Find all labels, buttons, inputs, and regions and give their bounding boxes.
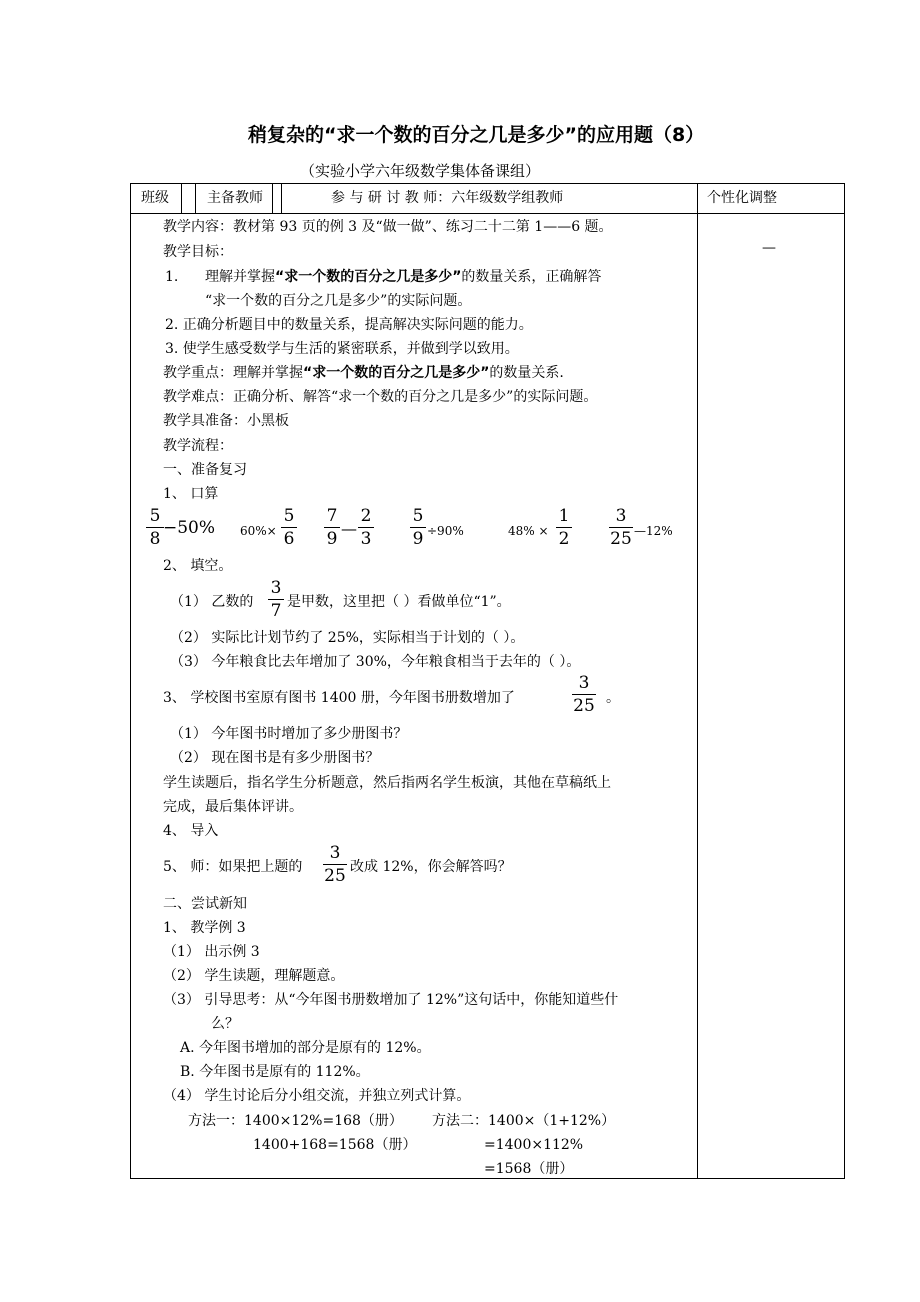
header-participants: 参 与 研 讨 教 师：六年级数学组教师 <box>331 190 564 206</box>
fill-q2: （2） 实际比计划节约了 25%，实际相当于计划的（ ）。 <box>170 630 525 646</box>
method-2c: =1568（册） <box>484 1161 574 1177</box>
method-1b: 1400+168=1568（册） <box>253 1137 417 1153</box>
fraction: 3 25 <box>573 673 595 716</box>
goal-1-bold: “求一个数的百分之几是多少” <box>275 269 462 285</box>
section-1-5b: 改成 12%，你会解答吗？ <box>350 859 512 875</box>
method-2: 方法二：1400×（1+12%） <box>432 1113 616 1129</box>
fill-q1-a: （1） 乙数的 <box>170 594 254 610</box>
adjustment-note: — <box>762 240 776 256</box>
fraction: 7 9 <box>324 506 340 549</box>
calc-op: ÷90% <box>427 524 464 538</box>
fraction: 5 6 <box>281 506 297 549</box>
problem-2: （2） 现在图书是有多少册图书？ <box>170 750 380 766</box>
example-3b: 么？ <box>211 1016 239 1032</box>
fill-q1-b: 是甲数，这里把（ ）看做单位“1”。 <box>287 594 511 610</box>
section-1-5a: 5、 师：如果把上题的 <box>163 859 303 875</box>
section-1-3: 3、 学校图书室原有图书 1400 册，今年图书册数增加了 <box>163 690 515 706</box>
key-text: 教学重点：理解并掌握 <box>163 365 303 381</box>
read-line-1: 学生读题后，指名学生分析题意，然后指两名学生板演，其他在草稿纸上 <box>163 775 611 791</box>
fraction: 2 3 <box>358 506 374 549</box>
key-text: 的数量关系. <box>489 365 564 381</box>
goal-1 <box>205 268 601 286</box>
calc-op: 48% × <box>508 524 549 538</box>
divider <box>697 184 698 213</box>
fraction: 3 25 <box>324 843 346 886</box>
header-lead-teacher: 主备教师 <box>207 190 263 206</box>
divider <box>195 184 196 213</box>
fraction: 3 7 <box>268 578 284 621</box>
divider <box>181 184 182 213</box>
example-b: B. 今年图书是原有的 112%。 <box>180 1064 370 1080</box>
adjustment-column <box>697 213 845 1178</box>
calc-op: —12% <box>634 524 673 538</box>
fraction: 1 2 <box>556 506 572 549</box>
page-title: 稍复杂的“求一个数的百分之几是多少”的应用题（8） <box>248 124 705 146</box>
goal-number: 1. <box>165 269 179 285</box>
fraction: 3 25 <box>610 506 632 549</box>
tools: 教学具准备：小黑板 <box>163 413 289 429</box>
goal-1-text: 的数量关系，正确解答 <box>461 269 602 285</box>
content-line: 教学目标： <box>163 244 233 260</box>
section-2-1: 1、 教学例 3 <box>163 920 246 936</box>
example-2: （2） 学生读题，理解题意。 <box>163 968 345 984</box>
divider <box>272 184 273 213</box>
fraction: 5 8 <box>146 506 164 549</box>
section-1-3-end: 。 <box>606 690 620 706</box>
calc-op: 60%× <box>240 524 277 538</box>
method-1: 方法一：1400×12%=168（册） <box>188 1113 403 1129</box>
fraction: 5 9 <box>410 506 426 549</box>
goal-1-cont: “求一个数的百分之几是多少”的实际问题。 <box>205 293 472 309</box>
example-a: A. 今年图书增加的部分是原有的 12%。 <box>180 1040 431 1056</box>
key-bold: “求一个数的百分之几是多少” <box>303 365 490 381</box>
example-4: （4） 学生讨论后分小组交流，并独立列式计算。 <box>163 1088 471 1104</box>
example-3a: （3） 引导思考：从“今年图书册数增加了 12%”这句话中，你能知道些什 <box>163 992 619 1008</box>
method-2b: =1400×112% <box>484 1137 584 1153</box>
header-adjustment: 个性化调整 <box>707 190 777 206</box>
section-1: 一、准备复习 <box>163 462 247 478</box>
goal-1-text: 理解并掌握 <box>205 269 275 285</box>
section-2: 二、尝试新知 <box>163 896 247 912</box>
page-subtitle: （实验小学六年级数学集体备课组） <box>300 162 541 180</box>
calc-op: −50% <box>163 518 216 538</box>
calc-op: — <box>341 519 357 538</box>
problem-1: （1） 今年图书时增加了多少册图书？ <box>170 726 408 742</box>
fill-q3: （3） 今年粮食比去年增加了 30%，今年粮食相当于去年的（ ）。 <box>170 654 581 670</box>
header-class: 班级 <box>141 190 169 206</box>
goal-3: 3. 使学生感受数学与生活的紧密联系，并做到学以致用。 <box>165 341 519 357</box>
key-point <box>163 364 564 382</box>
table-header-row <box>131 184 844 214</box>
section-1-1: 1、 口算 <box>163 486 219 502</box>
read-line-2: 完成，最后集体评讲。 <box>163 799 303 815</box>
section-1-2: 2、 填空。 <box>163 558 233 574</box>
flow: 教学流程： <box>163 438 233 454</box>
divider <box>281 184 282 213</box>
difficulty: 教学难点：正确分析、解答“求一个数的百分之几是多少”的实际问题。 <box>163 389 598 405</box>
example-1: （1） 出示例 3 <box>163 944 260 960</box>
section-1-4: 4、 导入 <box>163 823 219 839</box>
goal-2: 2. 正确分析题目中的数量关系，提高解决实际问题的能力。 <box>165 317 533 333</box>
content-line: 教学内容：教材第 93 页的例 3 及“做一做”、练习二十二第 1——6 题。 <box>163 219 613 235</box>
